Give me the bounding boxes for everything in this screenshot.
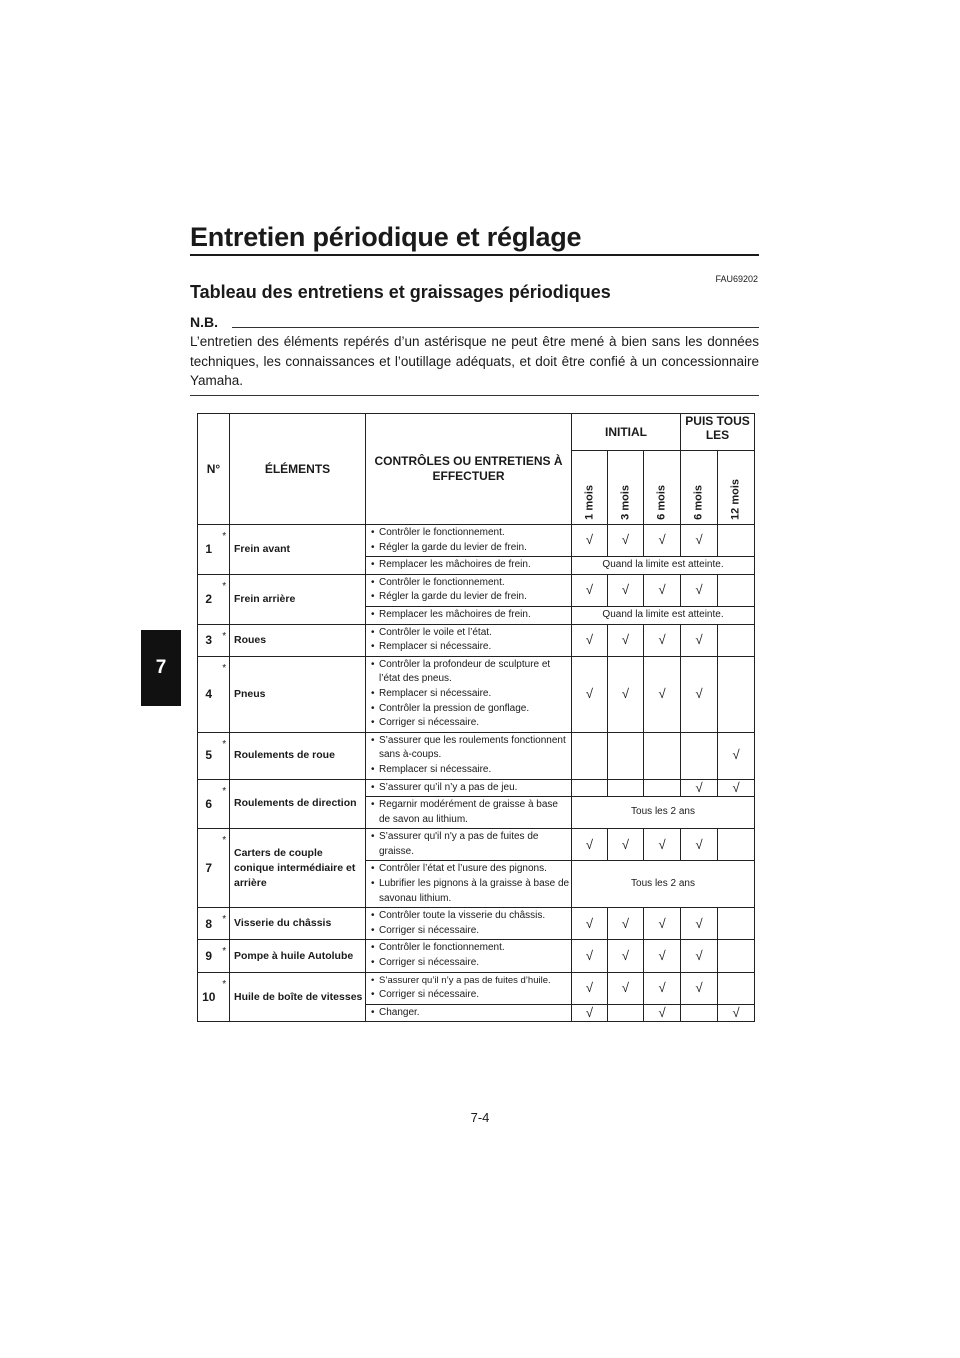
- empty-cell: [718, 972, 755, 1004]
- empty-cell: [572, 779, 608, 797]
- control-list: [366, 624, 572, 656]
- header-6-months-periodic: [681, 451, 718, 525]
- empty-cell: [718, 656, 755, 732]
- document-code: FAU69202: [715, 274, 758, 284]
- check-mark: √: [644, 972, 681, 1004]
- empty-cell: [718, 908, 755, 940]
- check-mark: √: [572, 940, 608, 972]
- control-list: [366, 797, 572, 829]
- asterisk-mark: *: [220, 908, 230, 940]
- table-row: [198, 779, 755, 797]
- maintenance-table: [197, 413, 755, 1022]
- asterisk-mark: *: [220, 829, 230, 908]
- row-number: 8: [198, 908, 220, 940]
- control-item: • Corriger si nécessaire.: [371, 716, 571, 731]
- table-row: [198, 574, 755, 606]
- header-initial: INITIAL: [572, 414, 681, 451]
- empty-cell: [718, 624, 755, 656]
- page-title: Entretien périodique et réglage: [190, 222, 582, 252]
- empty-cell: [608, 779, 644, 797]
- header-12-months-label: 12 mois: [729, 479, 742, 520]
- note-label: N.B.: [190, 314, 218, 330]
- control-list: [366, 779, 572, 797]
- control-list: [366, 940, 572, 972]
- check-mark: √: [681, 574, 718, 606]
- table-header-row: [198, 414, 755, 451]
- control-list: [366, 1004, 572, 1022]
- check-mark: √: [681, 656, 718, 732]
- check-mark: √: [644, 656, 681, 732]
- check-mark: √: [572, 908, 608, 940]
- row-number: 4: [198, 656, 220, 732]
- table-row: [198, 972, 755, 1004]
- table-row: [198, 940, 755, 972]
- empty-cell: [572, 732, 608, 779]
- control-item: • S’assurer qu’il n’y a pas de jeu.: [371, 781, 571, 796]
- control-item: • Corriger si nécessaire.: [371, 988, 571, 1003]
- element-name: Visserie du châssis: [230, 908, 366, 940]
- control-item: • S’assurer qu’il n’y a pas de fuites d’huile.: [371, 974, 571, 989]
- control-item: • Regarnir modérément de graisse à base de savon au lithium.: [371, 798, 571, 827]
- control-list: [366, 732, 572, 779]
- header-6-months-initial-label: 6 mois: [655, 485, 668, 520]
- control-list: [366, 861, 572, 908]
- row-number: 7: [198, 829, 220, 908]
- check-mark: √: [644, 624, 681, 656]
- check-mark: √: [681, 624, 718, 656]
- check-mark: √: [644, 1004, 681, 1022]
- control-item: • Contrôler le voile et l’état.: [371, 626, 571, 641]
- asterisk-mark: *: [220, 972, 230, 1022]
- control-item: • Remplacer les mâchoires de frein.: [371, 608, 571, 623]
- control-item: • Contrôler la profondeur de sculpture et l’état des pneus.: [371, 658, 571, 687]
- check-mark: √: [572, 1004, 608, 1022]
- control-item: • S’assurer qu'il n'y a pas de fuites de graisse.: [371, 830, 571, 859]
- row-number: 9: [198, 940, 220, 972]
- header-6-months-initial: [644, 451, 681, 525]
- check-mark: √: [644, 525, 681, 557]
- control-item: • Contrôler l’état et l’usure des pignons.: [371, 862, 571, 877]
- empty-cell: [718, 829, 755, 861]
- control-item: • Remplacer si nécessaire.: [371, 763, 571, 778]
- table-row: [198, 732, 755, 779]
- check-mark: √: [608, 829, 644, 861]
- check-mark: √: [644, 908, 681, 940]
- row-number: 2: [198, 574, 220, 624]
- control-item: • Remplacer si nécessaire.: [371, 640, 571, 655]
- note-rule-bottom: [190, 395, 759, 396]
- empty-cell: [718, 574, 755, 606]
- table-row: [198, 829, 755, 861]
- check-mark: √: [718, 732, 755, 779]
- header-3-months: [608, 451, 644, 525]
- table-row: [198, 624, 755, 656]
- control-item: • Lubrifier les pignons à la graisse à base de savonau lithium.: [371, 877, 571, 906]
- check-mark: √: [572, 574, 608, 606]
- check-mark: √: [644, 574, 681, 606]
- control-item: • Régler la garde du levier de frein.: [371, 541, 571, 556]
- element-name: Huile de boîte de vitesses: [230, 972, 366, 1022]
- empty-cell: [681, 1004, 718, 1022]
- interval-note: Tous les 2 ans: [572, 797, 755, 829]
- control-list: [366, 656, 572, 732]
- asterisk-mark: *: [220, 574, 230, 624]
- control-list: [366, 972, 572, 1004]
- check-mark: √: [608, 908, 644, 940]
- row-number: 6: [198, 779, 220, 829]
- check-mark: √: [608, 656, 644, 732]
- element-name: Pneus: [230, 656, 366, 732]
- control-item: • Changer.: [371, 1006, 571, 1021]
- control-list: [366, 908, 572, 940]
- table-row: [198, 656, 755, 732]
- check-mark: √: [681, 779, 718, 797]
- control-list: [366, 829, 572, 861]
- header-6-months-periodic-label: 6 mois: [692, 485, 705, 520]
- chapter-tab: 7: [141, 630, 181, 706]
- control-list: [366, 525, 572, 557]
- check-mark: √: [572, 525, 608, 557]
- control-list: [366, 574, 572, 606]
- header-12-months: [718, 451, 755, 525]
- check-mark: √: [572, 829, 608, 861]
- element-name: Roulements de roue: [230, 732, 366, 779]
- check-mark: √: [718, 1004, 755, 1022]
- empty-cell: [644, 779, 681, 797]
- check-mark: √: [608, 525, 644, 557]
- element-name: Frein arrière: [230, 574, 366, 624]
- empty-cell: [608, 732, 644, 779]
- title-underline: [190, 254, 759, 256]
- check-mark: √: [644, 940, 681, 972]
- asterisk-mark: *: [220, 940, 230, 972]
- element-name: Pompe à huile Autolube: [230, 940, 366, 972]
- asterisk-mark: *: [220, 525, 230, 575]
- control-list: [366, 557, 572, 575]
- control-item: • Contrôler toute la visserie du châssis.: [371, 909, 571, 924]
- row-number: 5: [198, 732, 220, 779]
- asterisk-mark: *: [220, 732, 230, 779]
- control-item: • Remplacer si nécessaire.: [371, 687, 571, 702]
- control-item: • Remplacer les mâchoires de frein.: [371, 558, 571, 573]
- page-number: 7-4: [470, 1110, 490, 1125]
- asterisk-mark: *: [220, 779, 230, 829]
- check-mark: √: [572, 624, 608, 656]
- control-item: • Contrôler le fonctionnement.: [371, 576, 571, 591]
- control-list: [366, 606, 572, 624]
- check-mark: √: [718, 779, 755, 797]
- check-mark: √: [608, 574, 644, 606]
- empty-cell: [608, 1004, 644, 1022]
- interval-note: Quand la limite est atteinte.: [572, 557, 755, 575]
- element-name: Carters de couple conique intermédiaire et arrière: [230, 829, 366, 908]
- note-rule-top: [232, 327, 759, 328]
- asterisk-mark: *: [220, 624, 230, 656]
- empty-cell: [718, 525, 755, 557]
- header-1-month: [572, 451, 608, 525]
- header-then-every: PUIS TOUS LES: [681, 414, 755, 451]
- empty-cell: [681, 732, 718, 779]
- empty-cell: [718, 940, 755, 972]
- check-mark: √: [681, 525, 718, 557]
- interval-note: Tous les 2 ans: [572, 861, 755, 908]
- control-item: • Régler la garde du levier de frein.: [371, 590, 571, 605]
- row-number: 10: [198, 972, 220, 1022]
- header-1-month-label: 1 mois: [583, 485, 596, 520]
- element-name: Roulements de direction: [230, 779, 366, 829]
- control-item: • Contrôler le fonctionnement.: [371, 526, 571, 541]
- element-name: Frein avant: [230, 525, 366, 575]
- check-mark: √: [572, 656, 608, 732]
- check-mark: √: [644, 829, 681, 861]
- control-item: • Corriger si nécessaire.: [371, 956, 571, 971]
- interval-note: Quand la limite est atteinte.: [572, 606, 755, 624]
- check-mark: √: [608, 624, 644, 656]
- table-row: [198, 908, 755, 940]
- header-elements: ÉLÉMENTS: [230, 414, 366, 525]
- asterisk-mark: *: [220, 656, 230, 732]
- header-controls: CONTRÔLES OU ENTRETIENS À EFFECTUER: [366, 414, 572, 525]
- check-mark: √: [572, 972, 608, 1004]
- table-row: [198, 525, 755, 557]
- control-item: • Corriger si nécessaire.: [371, 924, 571, 939]
- section-title: Tableau des entretiens et graissages périodiques: [190, 282, 611, 302]
- row-number: 3: [198, 624, 220, 656]
- row-number: 1: [198, 525, 220, 575]
- check-mark: √: [608, 972, 644, 1004]
- check-mark: √: [608, 940, 644, 972]
- empty-cell: [644, 732, 681, 779]
- element-name: Roues: [230, 624, 366, 656]
- control-item: • S’assurer que les roulements fonctionnent sans à-coups.: [371, 734, 571, 763]
- check-mark: √: [681, 940, 718, 972]
- header-3-months-label: 3 mois: [619, 485, 632, 520]
- note-text: L’entretien des éléments repérés d’un astérisque ne peut être mené à bien sans les données techniques, les connaissances et l’outillage adéquats, et doit être confié à un concessionnaire Yamaha.: [190, 334, 759, 388]
- control-item: • Contrôler la pression de gonflage.: [371, 702, 571, 717]
- check-mark: √: [681, 908, 718, 940]
- control-item: • Contrôler le fonctionnement.: [371, 941, 571, 956]
- header-no: N°: [198, 414, 230, 525]
- check-mark: √: [681, 972, 718, 1004]
- check-mark: √: [681, 829, 718, 861]
